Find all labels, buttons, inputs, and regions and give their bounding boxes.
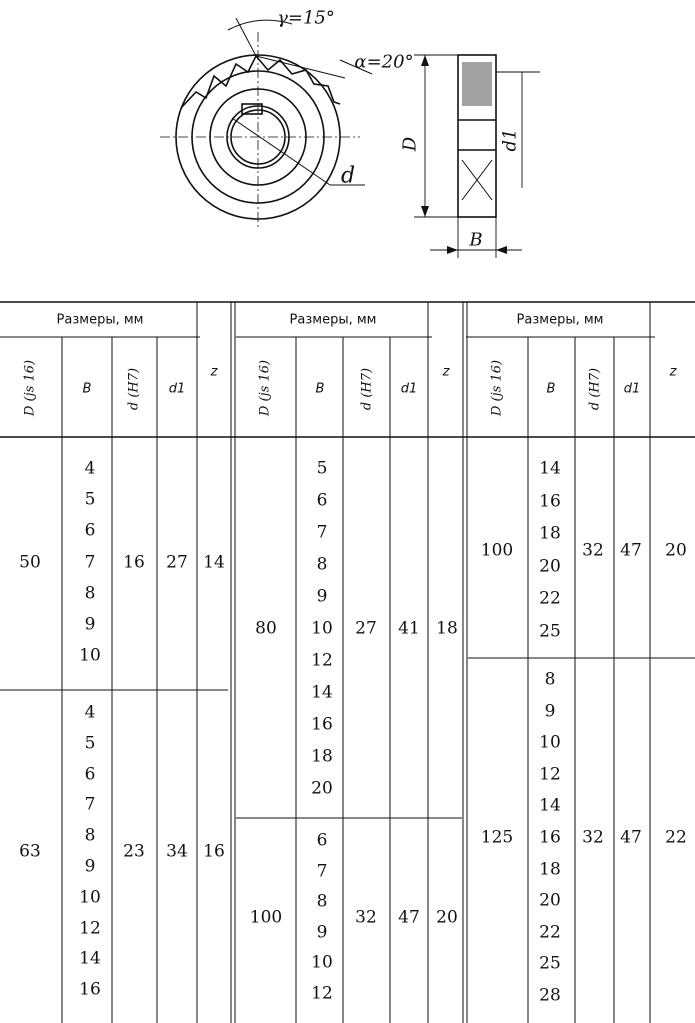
- cell-B: 9: [84, 856, 96, 877]
- col-z-header-2: z: [442, 364, 450, 380]
- cell-B: 20: [311, 778, 333, 799]
- cell-B: 8: [84, 825, 96, 846]
- col-d-header-1: d (H7): [126, 367, 142, 411]
- col-D-header-3: D (js 16): [489, 359, 505, 417]
- cell-B: 16: [539, 491, 561, 512]
- cell-B: 22: [539, 922, 561, 943]
- cell-B: 9: [544, 701, 556, 722]
- cell-z: 20: [436, 907, 458, 927]
- cell-B: 7: [84, 794, 96, 815]
- col-z-header-3: z: [669, 364, 677, 380]
- cell-B: 14: [539, 458, 561, 479]
- col-B-header-1: B: [82, 381, 92, 397]
- cell-z: 18: [436, 618, 458, 639]
- cell-B: 5: [316, 458, 328, 479]
- col-d1-header-1: d1: [168, 381, 186, 397]
- cell-z: 14: [203, 552, 225, 573]
- cell-B: 22: [539, 588, 561, 609]
- cell-B: 12: [311, 983, 333, 1004]
- cell-B: 9: [316, 922, 328, 943]
- cell-D: 50: [19, 552, 41, 573]
- cell-D: 100: [480, 540, 514, 560]
- cell-B: 8: [316, 891, 328, 912]
- cell-d1: 41: [398, 618, 420, 639]
- cell-B: 20: [539, 556, 561, 577]
- cell-d1: 34: [166, 841, 188, 862]
- cell-B: 5: [84, 489, 96, 510]
- cell-B: 10: [311, 618, 333, 639]
- cell-D: 125: [480, 827, 514, 848]
- cell-d1: 27: [166, 552, 188, 573]
- D-label: D: [399, 136, 421, 152]
- cell-B: 6: [84, 764, 96, 785]
- cell-d: 32: [355, 907, 377, 927]
- cell-D: 100: [249, 907, 283, 927]
- cell-B: 10: [79, 887, 101, 908]
- cell-B: 9: [316, 586, 328, 607]
- cell-B: 6: [316, 830, 328, 851]
- col-B-header-2: B: [315, 381, 325, 397]
- cell-B: 7: [316, 522, 328, 543]
- cell-B: 25: [539, 953, 561, 974]
- cell-B: 10: [79, 645, 101, 666]
- cell-B: 18: [311, 746, 333, 767]
- d1-label: d1: [499, 128, 521, 152]
- col-d-header-3: d (H7): [587, 367, 603, 411]
- cell-B: 18: [539, 523, 561, 544]
- cell-B: 8: [316, 554, 328, 575]
- B-label: B: [469, 229, 483, 251]
- cell-B: 14: [311, 682, 333, 703]
- cell-B: 8: [84, 583, 96, 604]
- cell-D: 63: [19, 841, 41, 862]
- alpha-label: α=20°: [354, 51, 414, 73]
- group-label-1: Размеры, мм: [56, 312, 144, 328]
- col-d-header-2: d (H7): [359, 367, 375, 411]
- gamma-label: γ=15°: [277, 7, 335, 29]
- cell-B: 18: [539, 859, 561, 880]
- cell-d1: 47: [620, 540, 642, 560]
- cell-d: 32: [582, 540, 604, 560]
- cell-B: 12: [539, 764, 561, 785]
- cell-d: 27: [355, 618, 377, 639]
- col-d1-header-2: d1: [400, 381, 418, 397]
- cell-B: 16: [79, 979, 101, 1000]
- col-d1-header-3: d1: [623, 381, 641, 397]
- cell-B: 6: [84, 520, 96, 541]
- cell-B: 6: [316, 490, 328, 511]
- cell-d1: 47: [620, 827, 642, 848]
- cell-B: 25: [539, 621, 561, 642]
- col-B-header-3: B: [546, 381, 556, 397]
- cell-B: 4: [84, 458, 96, 479]
- cell-B: 5: [84, 733, 96, 754]
- cell-d: 16: [123, 552, 145, 573]
- cell-B: 8: [544, 669, 556, 690]
- cell-B: 14: [79, 948, 101, 969]
- cell-z: 20: [665, 540, 687, 560]
- cell-B: 7: [84, 552, 96, 573]
- group-label-3: Размеры, мм: [516, 312, 604, 328]
- cell-B: 4: [84, 702, 96, 723]
- cell-B: 9: [84, 614, 96, 635]
- cell-B: 16: [539, 827, 561, 848]
- cell-B: 10: [311, 952, 333, 973]
- col-D-header-2: D (js 16): [257, 359, 273, 417]
- cell-d1: 47: [398, 907, 420, 927]
- cell-D: 80: [255, 618, 277, 639]
- cell-B: 12: [79, 918, 101, 939]
- cell-d: 32: [582, 827, 604, 848]
- cell-z: 22: [665, 827, 687, 848]
- cell-B: 7: [316, 861, 328, 882]
- cell-B: 16: [311, 714, 333, 735]
- cell-B: 20: [539, 890, 561, 911]
- col-D-header-1: D (js 16): [22, 359, 38, 417]
- group-label-2: Размеры, мм: [289, 312, 377, 328]
- cell-B: 28: [539, 985, 561, 1006]
- cell-z: 16: [203, 841, 225, 862]
- cell-d: 23: [123, 841, 145, 862]
- cell-B: 12: [311, 650, 333, 671]
- col-z-header-1: z: [210, 364, 218, 380]
- d-label: d: [340, 163, 356, 189]
- cell-B: 10: [539, 732, 561, 753]
- cell-B: 14: [539, 795, 561, 816]
